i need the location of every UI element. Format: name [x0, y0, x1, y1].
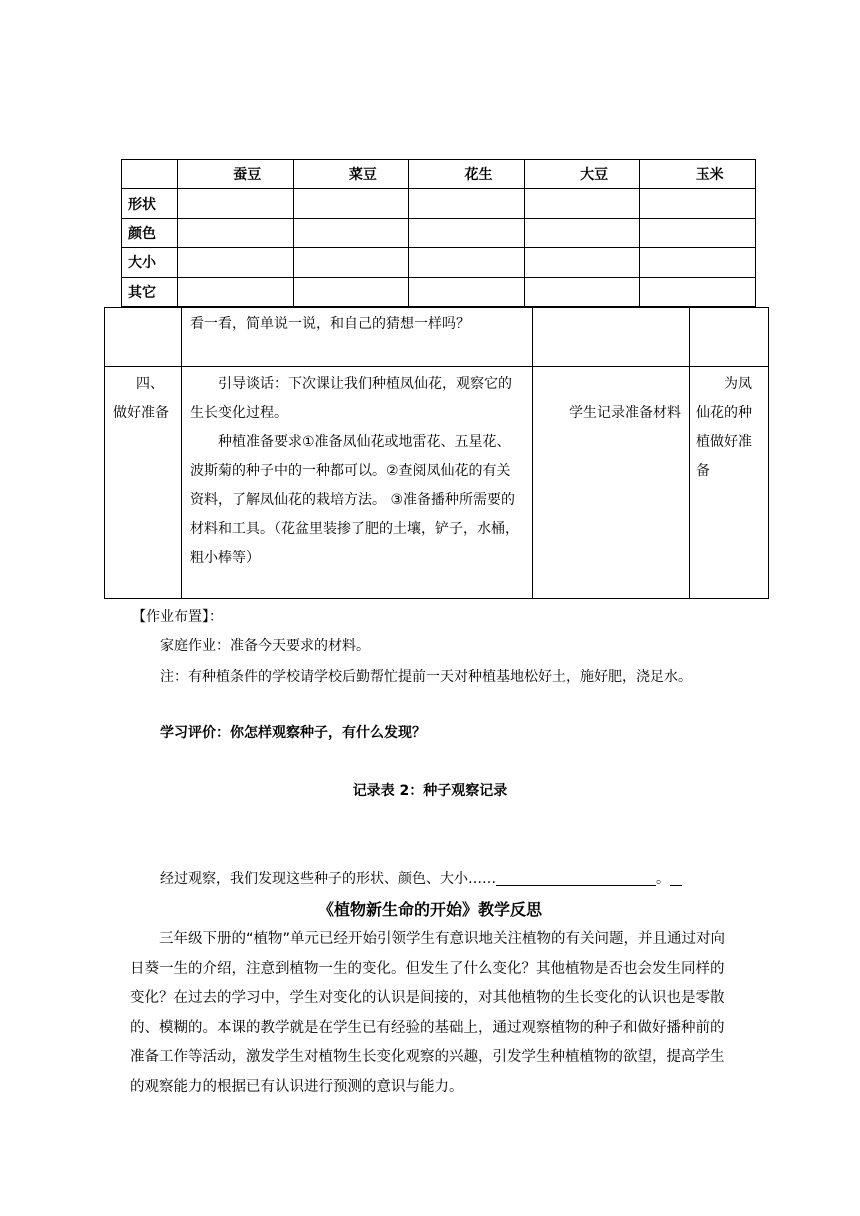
seed-observation-table — [121, 159, 756, 307]
table-cell — [640, 189, 756, 218]
student-activity: 学生记录准备材料 — [569, 405, 681, 421]
answer-blank — [496, 871, 656, 886]
stage-number: 四、 — [136, 376, 164, 392]
column-header: 菜豆 — [293, 160, 409, 189]
homework-note: 注：有种植条件的学校请学校后勤帮忙提前一天对种植基地松好土，施好肥，浇足水。 — [160, 669, 692, 685]
row-label: 颜色 — [122, 218, 178, 247]
row-label: 形状 — [122, 189, 178, 218]
table-row — [122, 189, 756, 218]
column-header: 花生 — [409, 160, 525, 189]
purpose-cell — [690, 367, 769, 599]
planting-requirements: 种植准备要求①准备凤仙花或地雷花、五星花、波斯菊的种子中的一种都可以。②查阅凤仙花的有关资料，了解凤仙花的栽培方法。 ③准备播种所需要的材料和工具。（花盆里装掺了肥的土壤，铲子，水桶，粗小棒等） — [190, 434, 519, 566]
table-cell — [105, 308, 182, 367]
learning-evaluation: 学习评价：你怎样观察种子，有什么发现？ — [160, 725, 426, 741]
table-row — [122, 248, 756, 277]
table-cell — [293, 248, 409, 277]
table-cell — [293, 218, 409, 247]
stage-label-cell — [105, 367, 182, 599]
table-cell — [409, 248, 525, 277]
stage-title: 做好准备 — [113, 405, 169, 421]
table-cell — [178, 248, 294, 277]
table-cell — [524, 248, 640, 277]
record-table-title: 记录表 2：种子观察记录 — [352, 783, 508, 799]
student-activity-cell — [533, 367, 690, 599]
table-row — [122, 277, 756, 306]
table-cell — [178, 189, 294, 218]
table-cell — [533, 308, 690, 367]
table-row — [105, 367, 769, 599]
teacher-activity-cell — [182, 367, 533, 599]
homework-heading: 【作业布置】： — [132, 609, 223, 625]
row1-text: 看一看，简单说一说，和自己的猜想一样吗？ — [190, 316, 470, 332]
table-row — [105, 308, 769, 367]
table-cell — [178, 218, 294, 247]
guide-talk: 引导谈话：下次课让我们种植凤仙花，观察它的生长变化过程。 — [190, 376, 512, 421]
table-cell — [524, 189, 640, 218]
table-cell — [640, 248, 756, 277]
table-cell — [182, 308, 533, 367]
table-cell — [524, 277, 640, 306]
conclusion-line — [160, 868, 682, 888]
table-cell — [640, 277, 756, 306]
table-cell — [640, 218, 756, 247]
column-header: 玉米 — [640, 160, 756, 189]
row-label: 其它 — [122, 277, 178, 306]
reflection-title: 《植物新生命的开始》教学反思 — [317, 900, 542, 919]
row-label: 大小 — [122, 248, 178, 277]
homework-line: 家庭作业：准备今天要求的材料。 — [160, 638, 370, 654]
table-cell — [293, 189, 409, 218]
conclusion-prefix: 经过观察，我们发现这些种子的形状、颜色、大小…… — [160, 871, 496, 887]
reflection-body: 三年级下册的“植物”单元已经开始引领学生有意识地关注植物的有关问题，并且通过对向日葵一生的介绍，注意到植物一生的变化。但发生了什么变化？其他植物是否也会发生同样的变化？在过去的学习中，学生对变化的认识是间接的，对其他植物的生长变化的认识也是零散的、模糊的。本课的教学就是在学生已有经验的基础上，通过观察植物的种子和做好播种前的准备工作等活动，激发学生对植物生长变化观察的兴趣，引发学生种植植物的欲望，提高学生的观察能力的根据已有认识进行预测的意识与能力。 — [130, 931, 726, 1095]
purpose-text: 为凤仙花的种植做好准备 — [696, 376, 752, 479]
table-row — [122, 218, 756, 247]
table-header-row — [122, 160, 756, 189]
column-header: 蚕豆 — [178, 160, 294, 189]
table-cell — [293, 277, 409, 306]
table-cell — [409, 189, 525, 218]
table-cell — [409, 277, 525, 306]
table-cell — [409, 218, 525, 247]
lesson-plan-table — [104, 307, 769, 599]
table-cell — [524, 218, 640, 247]
column-header: 大豆 — [524, 160, 640, 189]
table-cell — [690, 308, 769, 367]
table-corner-cell — [122, 160, 178, 189]
table-cell — [178, 277, 294, 306]
conclusion-suffix: 。 — [656, 871, 670, 887]
